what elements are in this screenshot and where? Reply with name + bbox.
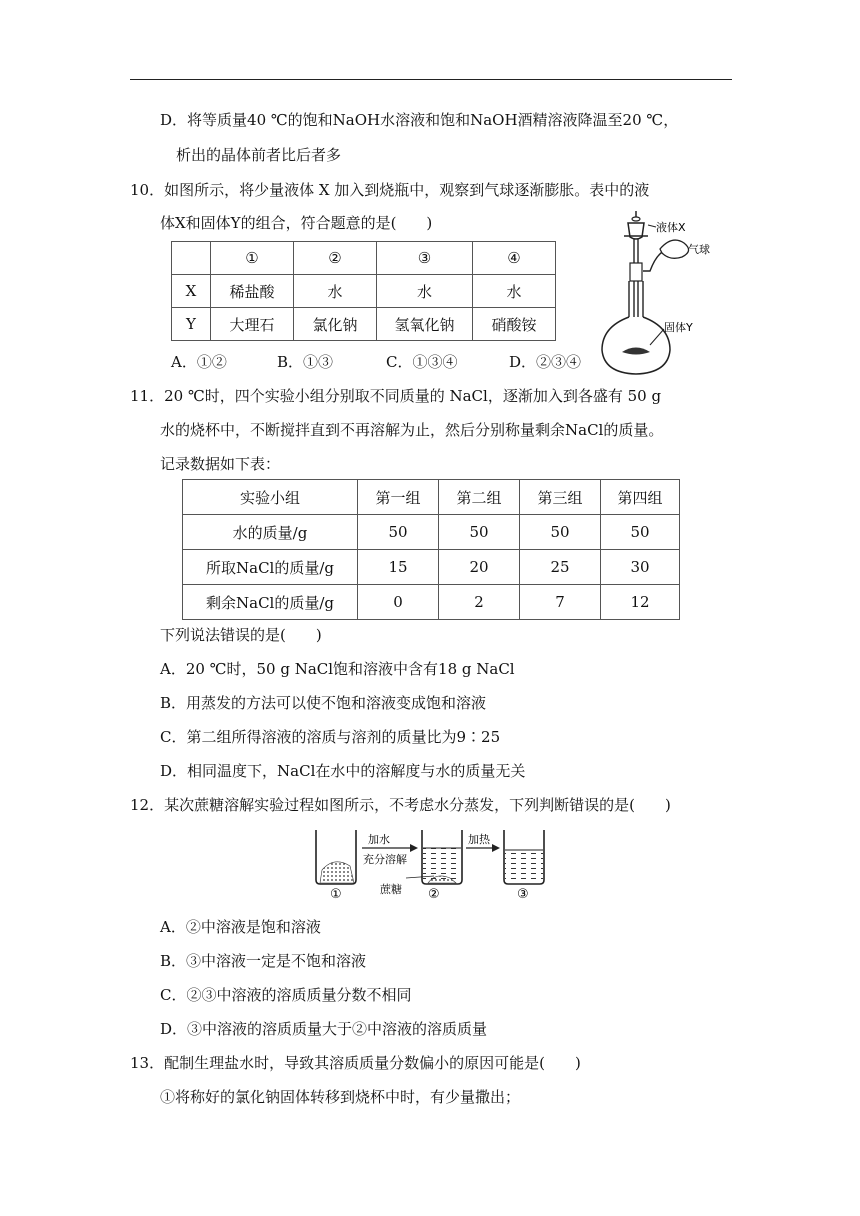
table-cell: 所取NaCl的质量/g [183, 550, 358, 585]
q12-option-d: D．③中溶液的溶质质量大于②中溶液的溶质质量 [160, 1020, 488, 1038]
q12-option-a: A．②中溶液是饱和溶液 [160, 918, 321, 936]
q9-option-d-line1: D．将等质量40 ℃的饱和NaOH水溶液和饱和NaOH酒精溶液降温至20 ℃， [160, 111, 679, 129]
table-cell: 水 [473, 275, 556, 308]
q10-table [171, 241, 556, 341]
table-cell: 大理石 [211, 308, 294, 341]
beaker-3-icon [504, 830, 544, 884]
table-row [183, 585, 680, 620]
flask-stopper [630, 263, 642, 281]
table-cell: 2 [439, 585, 520, 620]
beaker-1-label: ① [330, 887, 342, 902]
table-cell: 7 [520, 585, 601, 620]
sugar-dissolving-figure [310, 826, 550, 902]
table-cell: 硝酸铵 [473, 308, 556, 341]
q11-table [182, 479, 680, 620]
q9-option-d-line2: 析出的晶体前者比后者多 [176, 146, 342, 164]
arrow1-top-label: 加水 [368, 833, 390, 846]
q11-stem-line1: 11．20 ℃时，四个实验小组分别取不同质量的 NaCl，逐渐加入到各盛有 50 g [130, 387, 662, 405]
q11-stem-line2: 水的烧杯中，不断搅拌直到不再溶解为止，然后分别称量剩余NaCl的质量。 [160, 421, 664, 439]
table-cell: ④ [473, 242, 556, 275]
table-row [183, 480, 680, 515]
label-liquid-x: 液体X [656, 221, 686, 234]
q10-option-c: C．①③④ [386, 353, 458, 371]
q11-option-d: D．相同温度下，NaCl在水中的溶解度与水的质量无关 [160, 762, 526, 780]
table-row [183, 515, 680, 550]
sugar-label: 蔗糖 [380, 883, 402, 896]
beaker-3-label: ③ [517, 887, 529, 902]
table-cell: 氯化钠 [294, 308, 377, 341]
balloon-icon [660, 240, 689, 258]
q13-stem: 13．配制生理盐水时，导致其溶质质量分数偏小的原因可能是( ) [130, 1054, 581, 1072]
q11-option-c: C．第二组所得溶液的溶质与溶剂的质量比为9∶25 [160, 728, 501, 746]
table-cell: ③ [377, 242, 473, 275]
table-cell: 25 [520, 550, 601, 585]
table-cell: 50 [601, 515, 680, 550]
table-row [172, 242, 556, 275]
q11-prompt: 下列说法错误的是( ) [160, 626, 322, 644]
table-cell: 12 [601, 585, 680, 620]
arrow1-bottom-label: 充分溶解 [363, 853, 407, 866]
q11-option-b: B．用蒸发的方法可以使不饱和溶液变成饱和溶液 [160, 694, 487, 712]
q11-option-a: A．20 ℃时，50 g NaCl饱和溶液中含有18 g NaCl [160, 660, 515, 678]
arrow2-top-label: 加热 [468, 833, 490, 846]
label-balloon: 气球 [688, 243, 710, 256]
q11-stem-line3: 记录数据如下表： [160, 455, 281, 473]
table-cell: 30 [601, 550, 680, 585]
table-cell: 50 [358, 515, 439, 550]
table-cell: ① [211, 242, 294, 275]
table-cell: 0 [358, 585, 439, 620]
table-cell: 第四组 [601, 480, 680, 515]
table-cell: X [172, 275, 211, 308]
q12-option-b: B．③中溶液一定是不饱和溶液 [160, 952, 367, 970]
table-row [183, 550, 680, 585]
table-cell: 15 [358, 550, 439, 585]
round-flask-icon [602, 317, 670, 374]
beaker-1-icon [316, 830, 356, 884]
table-cell: 稀盐酸 [211, 275, 294, 308]
q13-item-1: ①将称好的氯化钠固体转移到烧杯中时，有少量撒出； [160, 1088, 521, 1106]
q12-option-c: C．②③中溶液的溶质质量分数不相同 [160, 986, 412, 1004]
table-cell: Y [172, 308, 211, 341]
table-cell: 氢氧化钠 [377, 308, 473, 341]
table-row [172, 275, 556, 308]
flask-balloon-figure [600, 205, 730, 375]
q10-stem-line1: 10．如图所示，将少量液体 X 加入到烧瓶中，观察到气球逐渐膨胀。表中的液 [130, 181, 650, 199]
beaker-2-icon [422, 830, 462, 884]
table-cell: 水的质量/g [183, 515, 358, 550]
beaker-2-label: ② [428, 887, 440, 902]
label-solid-y: 固体Y [664, 321, 693, 334]
q10-option-a: A．①② [171, 353, 227, 371]
header-rule [130, 79, 732, 80]
table-cell: 剩余NaCl的质量/g [183, 585, 358, 620]
q10-stem-line2: 体X和固体Y的组合，符合题意的是( ) [160, 214, 433, 232]
table-cell [172, 242, 211, 275]
table-cell: 实验小组 [183, 480, 358, 515]
table-cell: 水 [294, 275, 377, 308]
q10-option-d: D．②③④ [509, 353, 582, 371]
q10-option-b: B．①③ [277, 353, 334, 371]
table-cell: 第一组 [358, 480, 439, 515]
q12-stem: 12．某次蔗糖溶解实验过程如图所示，不考虑水分蒸发，下列判断错误的是( ) [130, 796, 671, 814]
table-cell: 第三组 [520, 480, 601, 515]
table-cell: ② [294, 242, 377, 275]
table-cell: 20 [439, 550, 520, 585]
table-cell: 50 [439, 515, 520, 550]
table-cell: 第二组 [439, 480, 520, 515]
table-cell: 50 [520, 515, 601, 550]
table-row [172, 308, 556, 341]
table-cell: 水 [377, 275, 473, 308]
